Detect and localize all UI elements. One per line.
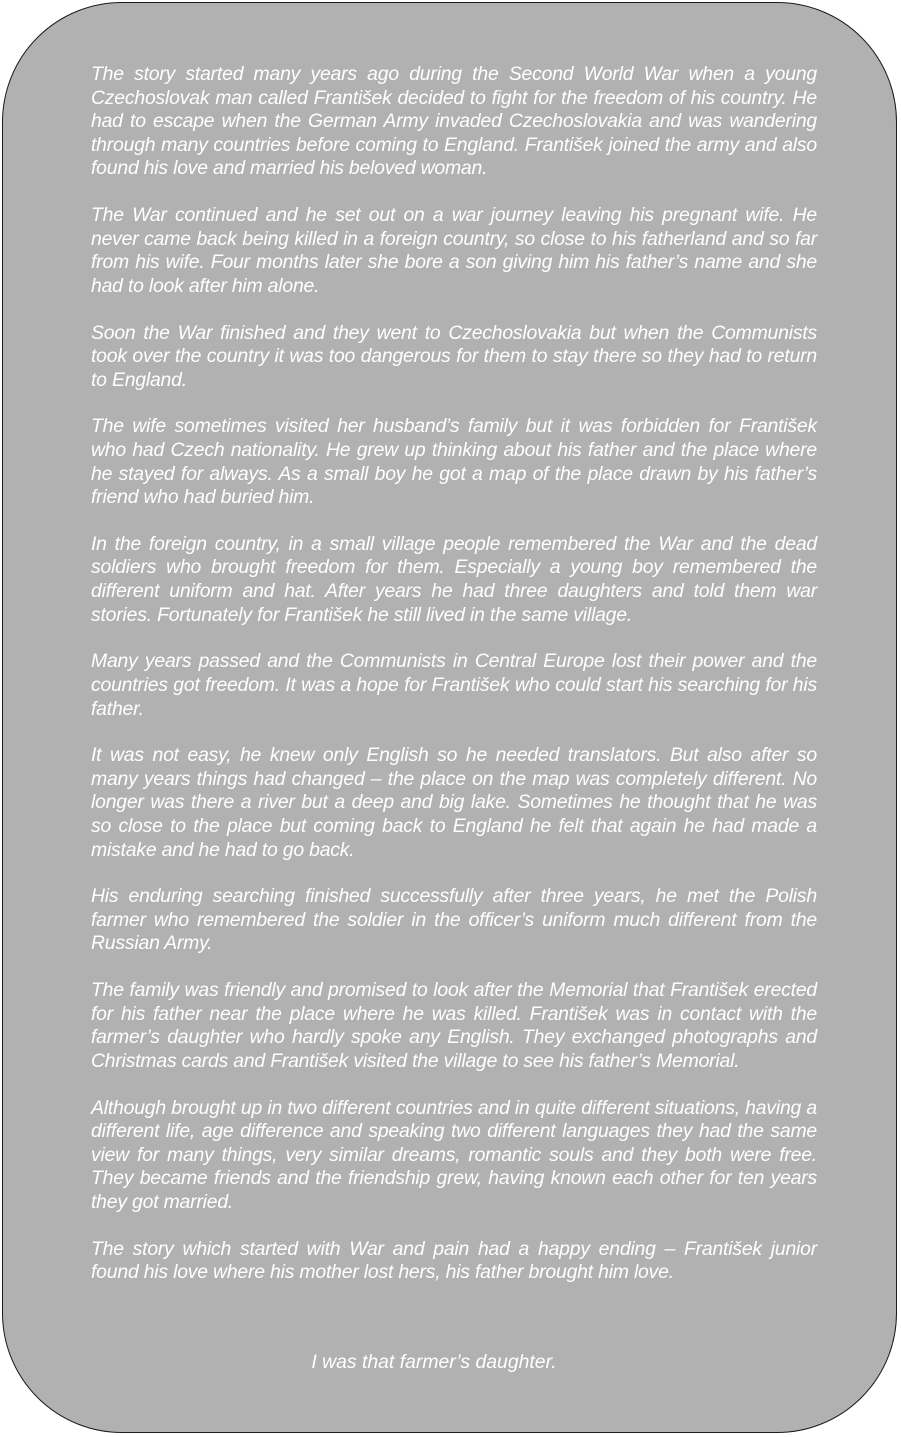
story-paragraph: It was not easy, he knew only English so he needed translators. But also after so many years things had changed – the place on the map was completely different. No longer was there a river but a deep and big lake. Sometimes he thought that he was so close to the place but coming back to England he felt that again he had made a mistake and he had to go back. [91, 744, 817, 861]
story-paragraph: Although brought up in two different countries and in quite different situations, having a different life, age difference and speaking two different languages they had the same view for many things, very similar dreams, romantic souls and they both were free. They became friends and the friendship grew, having known each other for ten years they got married. [91, 1096, 817, 1213]
story-paragraph: Soon the War finished and they went to Czechoslovakia but when the Communists took over the country it was too dangerous for them to stay there so they had to return to England. [91, 321, 817, 391]
story-paragraph: His enduring searching finished successfully after three years, he met the Polish farmer who remembered the soldier in the officer’s uniform much different from the Russian Army. [91, 885, 817, 955]
story-paragraph: Many years passed and the Communists in Central Europe lost their power and the countries got freedom. It was a hope for František who could start his searching for his father. [91, 650, 817, 720]
story-paragraph: The family was friendly and promised to look after the Memorial that František erected for his father near the place where he was killed. František was in contact with the farmer’s daughter who hardly spoke any English. They exchanged photographs and Christmas cards and František visited the village to see his father’s Memorial. [91, 979, 817, 1072]
story-paragraph: In the foreign country, in a small village people remembered the War and the dead soldiers who brought freedom for them. Especially a young boy remembered the different uniform and hat. After years he had three daughters and told them war stories. Fortunately for František he still lived in the same village. [91, 532, 817, 626]
story-paragraph: The wife sometimes visited her husband’s family but it was forbidden for František who had Czech nationality. He grew up thinking about his father and the place where he stayed for always. As a small boy he got a map of the place drawn by his father’s friend who had buried him. [91, 415, 817, 509]
story-paragraph: The story started many years ago during the Second World War when a young Czechoslovak man called František decided to fight for the freedom of his country. He had to escape when the German Army invaded Czechoslovakia and was wandering through many countries before coming to England. František joined the army and also found his love and married his beloved woman. [91, 63, 817, 180]
closing-line: I was that farmer’s daughter. [311, 1351, 557, 1373]
story-paragraph: The War continued and he set out on a war journey leaving his pregnant wife. He never came back being killed in a foreign country, so close to his fatherland and so far from his wife. Four months later she bore a son giving him his father’s name and she had to look after him alone. [91, 204, 817, 297]
story-body [91, 63, 817, 1308]
story-paragraph: The story which started with War and pain had a happy ending – František junior found his love where his mother lost hers, his father brought him love. [91, 1237, 817, 1284]
story-card [2, 2, 897, 1433]
